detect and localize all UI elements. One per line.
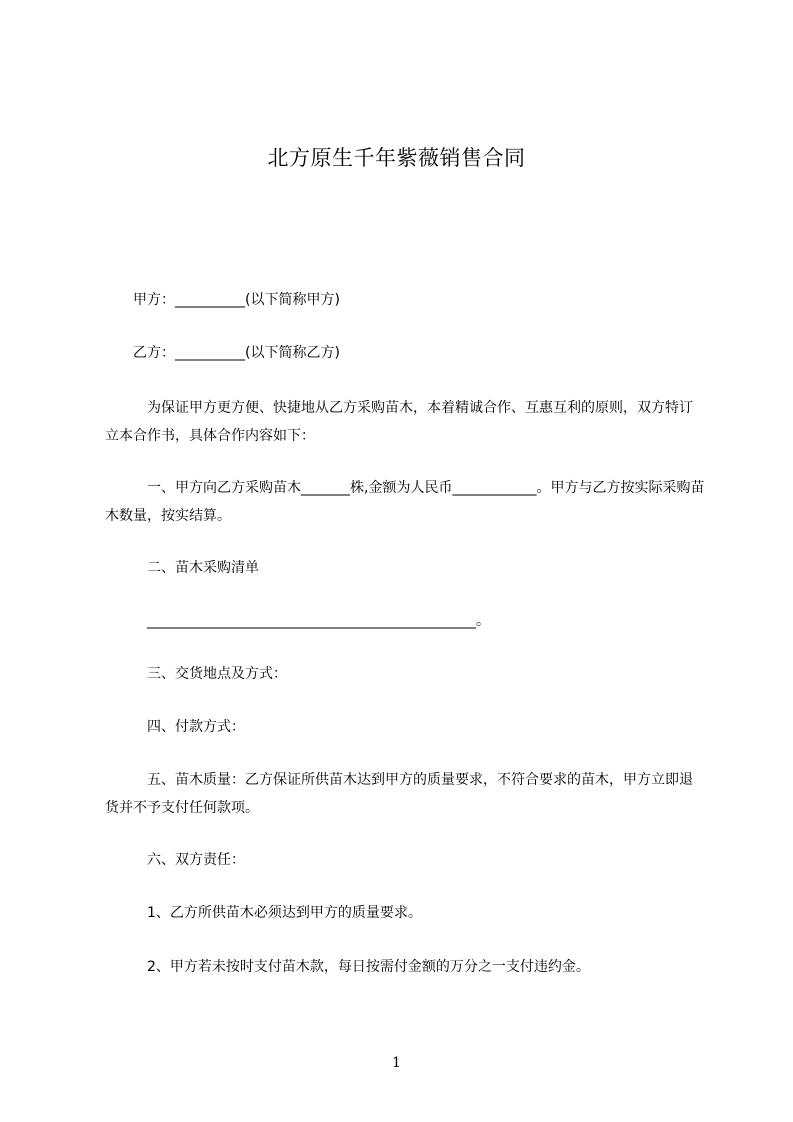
clause-4-heading: 四、付款方式： xyxy=(105,719,245,735)
clause-6-heading: 六、双方责任： xyxy=(105,852,245,868)
party-b-line: 乙方：__________(以下简称乙方) xyxy=(105,345,340,361)
page-number: 1 xyxy=(392,1055,401,1071)
clause-2-blank-line: _______________________________________________。 xyxy=(105,613,490,629)
party-a-line: 甲方：__________(以下简称甲方) xyxy=(105,292,340,308)
clause-1-paragraph: 一、甲方向乙方采购苗木_______株,金额为人民币____________。甲方与乙方按实际采购苗木数量，按实结算。 xyxy=(105,480,705,524)
clause-6-item-2: 2、甲方若未按时支付苗木款，每日按需付金额的万分之一支付违约金。 xyxy=(105,959,590,975)
intro-paragraph: 为保证甲方更方便、快捷地从乙方采购苗木，本着精诚合作、互惠互利的原则，双方特订立本合作书，具体合作内容如下： xyxy=(105,400,693,444)
document-title: 北方原生千年紫薇销售合同 xyxy=(267,146,526,170)
clause-6-item-1: 1、乙方所供苗木必须达到甲方的质量要求。 xyxy=(105,905,422,921)
clause-5-paragraph: 五、苗木质量：乙方保证所供苗木达到甲方的质量要求，不符合要求的苗木，甲方立即退货并不予支付任何款项。 xyxy=(105,772,693,816)
clause-2-heading: 二、苗木采购清单 xyxy=(105,560,259,576)
clause-3-heading: 三、交货地点及方式： xyxy=(105,666,287,682)
